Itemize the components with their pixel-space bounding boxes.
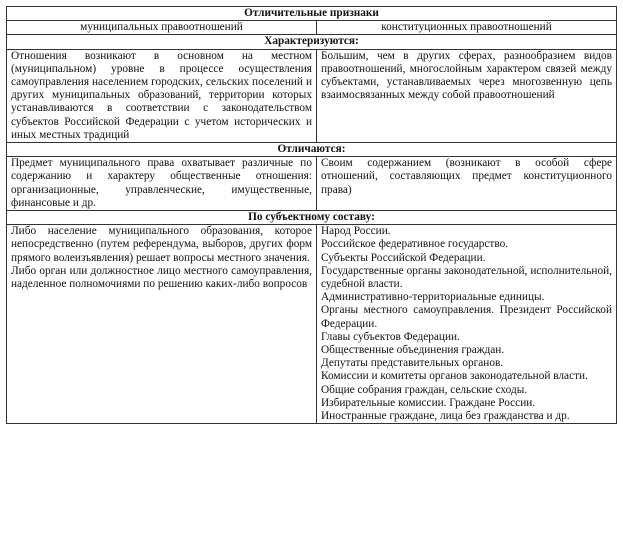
cell-paragraph: Предмет муниципального права охватывает различные по содержанию и характеру общественные отношения: организационные, управленческие, имущественные, финансовые и др. — [11, 157, 312, 209]
subject-list-item: Общие собрания граждан, сельские сходы. — [321, 383, 528, 396]
cell-paragraph: Либо население муниципального образования, которое непосредственно (путем референдума, выборов, других форм прямого волеизъявления) решает вопросы местного значения. — [11, 225, 312, 264]
subject-list-item: Народ России. — [321, 225, 391, 238]
cell-paragraph: Отношения возникают в основном на местном (муниципальном) уровне в процессе осуществления самоуправления населением городских, сельских поселений и других муниципальных образований, территории которых устанавливаются в соответствии с законодательством субъектов Российской Федерации с учетом исторических и иных местных традиций — [11, 49, 312, 141]
cell-constitutional — [317, 49, 617, 142]
subject-list-item: Государственные органы законодательной, исполнительной, судебной власти. — [321, 264, 612, 291]
column-header-row — [7, 21, 617, 35]
subject-list-item: Административно-территориальные единицы. — [321, 291, 545, 304]
cell-constitutional — [317, 225, 617, 424]
section-heading-row — [7, 143, 617, 157]
cell-paragraph: Либо орган или должностное лицо местного самоуправления, наделенное полномочиями по решению каких-либо вопросов — [11, 264, 312, 291]
section-heading-subjects: По субъектному составу: — [7, 211, 617, 225]
cell-municipal — [7, 225, 317, 424]
subject-list-item: Депутаты представительных органов. — [321, 357, 504, 370]
cell-paragraph: Своим содержанием (возникают в особой сфере отношений, составляющих предмет конституционного права) — [321, 157, 612, 196]
section-heading-row — [7, 35, 617, 49]
subject-list-item: Главы субъектов Федерации. — [321, 330, 460, 343]
document-page — [6, 6, 616, 424]
section-heading-characterized: Характеризуются: — [7, 35, 617, 49]
comparison-table — [6, 6, 617, 424]
subject-list-item: Комиссии и комитеты органов законодательной власти. — [321, 370, 588, 383]
table-title: Отличительные признаки — [7, 7, 617, 21]
cell-municipal — [7, 157, 317, 211]
cell-municipal — [7, 49, 317, 142]
column-header-constitutional: конституционных правоотношений — [317, 21, 617, 35]
section-row-characterized — [7, 49, 617, 142]
section-heading-row — [7, 211, 617, 225]
section-row-differ — [7, 157, 617, 211]
column-header-municipal: муниципальных правоотношений — [7, 21, 317, 35]
section-row-subjects — [7, 225, 617, 424]
subject-list-item: Органы местного самоуправления. Президент Российской Федерации. — [321, 304, 612, 330]
subject-list-item: Российское федеративное государство. — [321, 238, 509, 251]
subject-list-item: Общественные объединения граждан. — [321, 344, 505, 357]
cell-constitutional — [317, 157, 617, 211]
cell-paragraph: Большим, чем в других сферах, разнообразием видов правоотношений, многослойным характером связей между субъектами, устанавливаемых через многозвенную цепь взаимосвязанных между собой правоотношений — [321, 49, 612, 102]
subject-list-item: Иностранные граждане, лица без гражданства и др. — [321, 410, 570, 423]
subject-list-item: Избирательные комиссии. Граждане России. — [321, 396, 536, 409]
section-heading-differ: Отличаются: — [7, 143, 617, 157]
table-title-row — [7, 7, 617, 21]
subject-list-item: Субъекты Российской Федерации. — [321, 251, 486, 264]
